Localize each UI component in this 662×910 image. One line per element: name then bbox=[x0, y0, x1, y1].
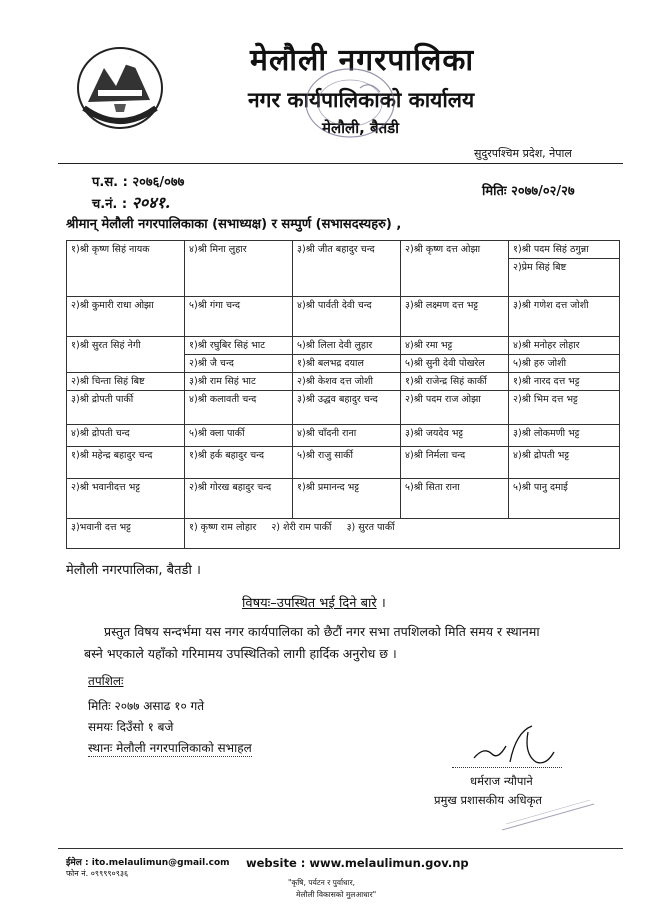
table-row bbox=[67, 447, 620, 479]
body-line-2: बस्ने भएकाले यहाँको गरिमामय उपस्थितिको लागी हार्दिक अनुरोध छ । bbox=[84, 646, 397, 661]
table-row bbox=[67, 241, 620, 297]
member-name: १)श्री पदम सिहं ठगुन्ना bbox=[513, 244, 589, 255]
member-name: ३)भवानी दत्त भट्ट bbox=[71, 522, 131, 533]
body-line-1: प्रस्तुत विषय सन्दर्भमा यस नगर कार्यपालिका को छैटौं नगर सभा तपशिलको मिति समय र स्थानमा bbox=[104, 624, 540, 639]
member-name: ५)श्री सिता राना bbox=[405, 482, 460, 493]
table-row bbox=[67, 337, 620, 373]
member-name: ४)श्री निर्मला चन्द bbox=[405, 450, 466, 461]
officer-stamp bbox=[498, 796, 598, 840]
footer-motto-line-1: "कृषि, पर्यटन र पुर्वाधार, bbox=[288, 878, 356, 887]
table-cell bbox=[185, 297, 293, 337]
table-cell bbox=[67, 447, 185, 479]
table-cell bbox=[293, 425, 401, 447]
member-name: १)श्री नारद दत्त भट्ट bbox=[513, 376, 580, 387]
footer-motto-line-2: मेलौली विकासको मुलआधार" bbox=[296, 890, 377, 899]
member-name: १)श्री महेन्द्र बहादुर चन्द bbox=[71, 450, 153, 461]
member-name: ३)श्री उद्धव बहादुर चन्द bbox=[297, 394, 378, 405]
table-cell bbox=[293, 297, 401, 337]
table-cell bbox=[509, 425, 620, 447]
member-name: १)श्री हर्क बहादुर चन्द bbox=[189, 450, 265, 461]
footer-phone: फोन नं. ०९९९९०९३६ bbox=[66, 869, 129, 878]
member-name: ५)श्री गंगा चन्द bbox=[189, 300, 241, 311]
table-cell bbox=[67, 391, 185, 425]
member-name: १)श्री सुरत सिहं नेगी bbox=[71, 340, 141, 351]
ps-value: २०७६/०७७ bbox=[132, 175, 185, 190]
table-cell bbox=[509, 373, 620, 391]
office-name: नगर कार्यपालिकाको कार्यालय bbox=[248, 88, 475, 112]
table-cell bbox=[67, 425, 185, 447]
member-name: ३)श्री लक्ष्मण दत्त भट्ट bbox=[405, 300, 479, 311]
member-name: ४)श्री रमा भट्ट bbox=[405, 340, 453, 351]
members-table bbox=[66, 240, 620, 549]
signatory-title: प्रमुख प्रशासकीय अधिकृत bbox=[434, 793, 542, 807]
member-name: २)श्री कुमारी राधा ओझा bbox=[71, 300, 154, 311]
table-cell bbox=[401, 391, 509, 425]
table-cell bbox=[401, 337, 509, 373]
member-name: २)श्री भवानीदत्त भट्ट bbox=[71, 482, 140, 493]
member-name: २)श्री भिम दत्त भट्ट bbox=[513, 394, 578, 405]
member-name: ४)श्री द्रोपती चन्द bbox=[71, 428, 130, 439]
subject-line bbox=[242, 593, 386, 611]
table-cell bbox=[185, 373, 293, 391]
footer-rule bbox=[58, 848, 623, 849]
subject-end: । bbox=[376, 596, 386, 611]
member-name: २)श्री कृष्ण दत्त ओझा bbox=[405, 244, 481, 255]
member-name: ४)श्री मिना लुहार bbox=[189, 244, 247, 255]
footer-email: ईमेल : ito.melaulimun@gmail.com bbox=[66, 858, 230, 868]
member-name: ३)श्री लोकमणी भट्ट bbox=[513, 428, 580, 439]
member-name: ४)श्री मनोहर लोहार bbox=[513, 340, 580, 351]
table-cell bbox=[185, 337, 293, 373]
office-stamp bbox=[290, 58, 410, 152]
member-name: २)प्रेम सिहं बिष्ट bbox=[509, 258, 619, 274]
member-name: १)श्री राजेन्द्र सिहं कार्की bbox=[405, 376, 487, 387]
schedule-date: मितिः २०७७ असाढ १० गते bbox=[88, 699, 205, 713]
ps-label: प.स. : bbox=[92, 175, 128, 190]
table-cell bbox=[293, 241, 401, 297]
table-cell bbox=[293, 479, 401, 519]
member-name: १)श्री बलभद्र दयाल bbox=[293, 354, 400, 370]
member-name: १) कृष्ण राम लोहार २) शेरी राम पार्की ३) सुरत पार्की bbox=[189, 522, 395, 533]
member-name: ५)श्री पानु दमाई bbox=[513, 482, 568, 493]
table-row bbox=[67, 425, 620, 447]
table-cell bbox=[185, 519, 620, 549]
subject-text: उपस्थित भई दिने बारे bbox=[276, 596, 377, 611]
member-name: २)श्री पदम राज ओझा bbox=[405, 394, 481, 405]
member-name: ५)श्री क्ला पार्की bbox=[189, 428, 245, 439]
member-name: ५)श्री हरु जोशी bbox=[509, 354, 619, 370]
table-row bbox=[67, 519, 620, 549]
footer-website: website : www.melaulimun.gov.np bbox=[246, 856, 469, 870]
table-cell bbox=[67, 479, 185, 519]
municipality-emblem bbox=[74, 42, 166, 130]
table-cell bbox=[293, 391, 401, 425]
table-cell bbox=[67, 519, 185, 549]
member-name: २)श्री केशव दत्त जोशी bbox=[297, 376, 373, 387]
province-text: सुदुरपश्चिम प्रदेश, नेपाल bbox=[474, 147, 572, 160]
office-location: मेलौली, बैतडी bbox=[322, 119, 400, 137]
member-name: ५)श्री राजु सार्की bbox=[297, 450, 353, 461]
table-cell bbox=[293, 373, 401, 391]
table-cell bbox=[401, 479, 509, 519]
signatory-name: धर्मराज न्यौपाने bbox=[470, 774, 533, 788]
table-cell bbox=[509, 391, 620, 425]
member-name: २)श्री चिन्ता सिहं बिष्ट bbox=[71, 376, 145, 387]
signature-line bbox=[452, 767, 562, 768]
table-cell bbox=[401, 241, 509, 297]
municipality-name: मेलौली नगरपालिका bbox=[250, 43, 475, 78]
ps-number bbox=[92, 172, 184, 190]
addressee-line: श्रीमान् मेलौली नगरपालिकाका (सभाध्यक्ष) र सम्पुर्ण (सभासदस्यहरु) , bbox=[66, 217, 402, 232]
member-name: ३)श्री जयदेव भट्ट bbox=[405, 428, 464, 439]
cn-label: च.नं. : bbox=[92, 197, 128, 212]
member-name: ३)श्री द्रोपती पार्की bbox=[71, 394, 134, 405]
cn-number bbox=[92, 191, 170, 213]
member-name: २)श्री गोरख बहादुर चन्द bbox=[189, 482, 272, 493]
member-name: ४)श्री चाँदनी राना bbox=[297, 428, 357, 439]
table-cell bbox=[293, 337, 401, 373]
member-name: ४)श्री द्रोपती भट्ट bbox=[513, 450, 569, 461]
header-rule bbox=[58, 163, 623, 164]
member-name: १)श्री कृष्ण सिहं नायक bbox=[71, 244, 150, 255]
table-cell bbox=[401, 297, 509, 337]
table-row bbox=[67, 373, 620, 391]
table-cell bbox=[509, 447, 620, 479]
member-name: १)श्री रघुबिर सिहं भाट bbox=[189, 340, 266, 351]
member-name: ५)श्री लिला देवी लुहार bbox=[297, 340, 373, 351]
table-cell bbox=[67, 337, 185, 373]
date-label: मितिः bbox=[482, 184, 507, 199]
table-cell bbox=[509, 337, 620, 373]
table-cell bbox=[401, 425, 509, 447]
table-cell bbox=[67, 373, 185, 391]
table-row bbox=[67, 391, 620, 425]
table-row bbox=[67, 297, 620, 337]
member-name: ३)श्री गणेश दत्त जोशी bbox=[513, 300, 589, 311]
table-cell bbox=[293, 447, 401, 479]
table-cell bbox=[401, 447, 509, 479]
member-name: १)श्री प्रमानन्द भट्ट bbox=[297, 482, 359, 493]
table-row bbox=[67, 479, 620, 519]
table-cell bbox=[67, 241, 185, 297]
member-name: ४)श्री पार्वती देवी चन्द bbox=[297, 300, 372, 311]
schedule-place: स्थानः मेलौली नगरपालिकाको सभाहल bbox=[88, 741, 252, 755]
member-name: ५)श्री सुनी देवी पोखरेल bbox=[401, 354, 508, 370]
letter-date bbox=[482, 181, 575, 199]
member-name: ३)श्री जीत बहादुर चन्द bbox=[297, 244, 375, 255]
member-name: २)श्री जै चन्द bbox=[185, 354, 292, 370]
table-cell bbox=[185, 479, 293, 519]
table-cell bbox=[185, 447, 293, 479]
table-cell bbox=[185, 425, 293, 447]
schedule-heading: तपशिलः bbox=[88, 674, 124, 688]
cn-value: २०४१. bbox=[131, 193, 171, 212]
member-name: ३)श्री राम सिहं भाट bbox=[189, 376, 256, 387]
table-cell bbox=[185, 241, 293, 297]
member-name: ४)श्री कलावती चन्द bbox=[189, 394, 257, 405]
table-cell bbox=[509, 479, 620, 519]
table-cell bbox=[509, 297, 620, 337]
table-cell bbox=[509, 241, 620, 297]
table-cell bbox=[401, 373, 509, 391]
schedule-time: समयः दिउँसो १ बजे bbox=[88, 720, 174, 734]
table-cell bbox=[67, 297, 185, 337]
closing-line: मेलौली नगरपालिका, बैतडी । bbox=[66, 563, 201, 578]
date-value: २०७७/०२/२७ bbox=[511, 184, 575, 199]
table-cell bbox=[185, 391, 293, 425]
subject-label: विषयः– bbox=[242, 596, 277, 611]
